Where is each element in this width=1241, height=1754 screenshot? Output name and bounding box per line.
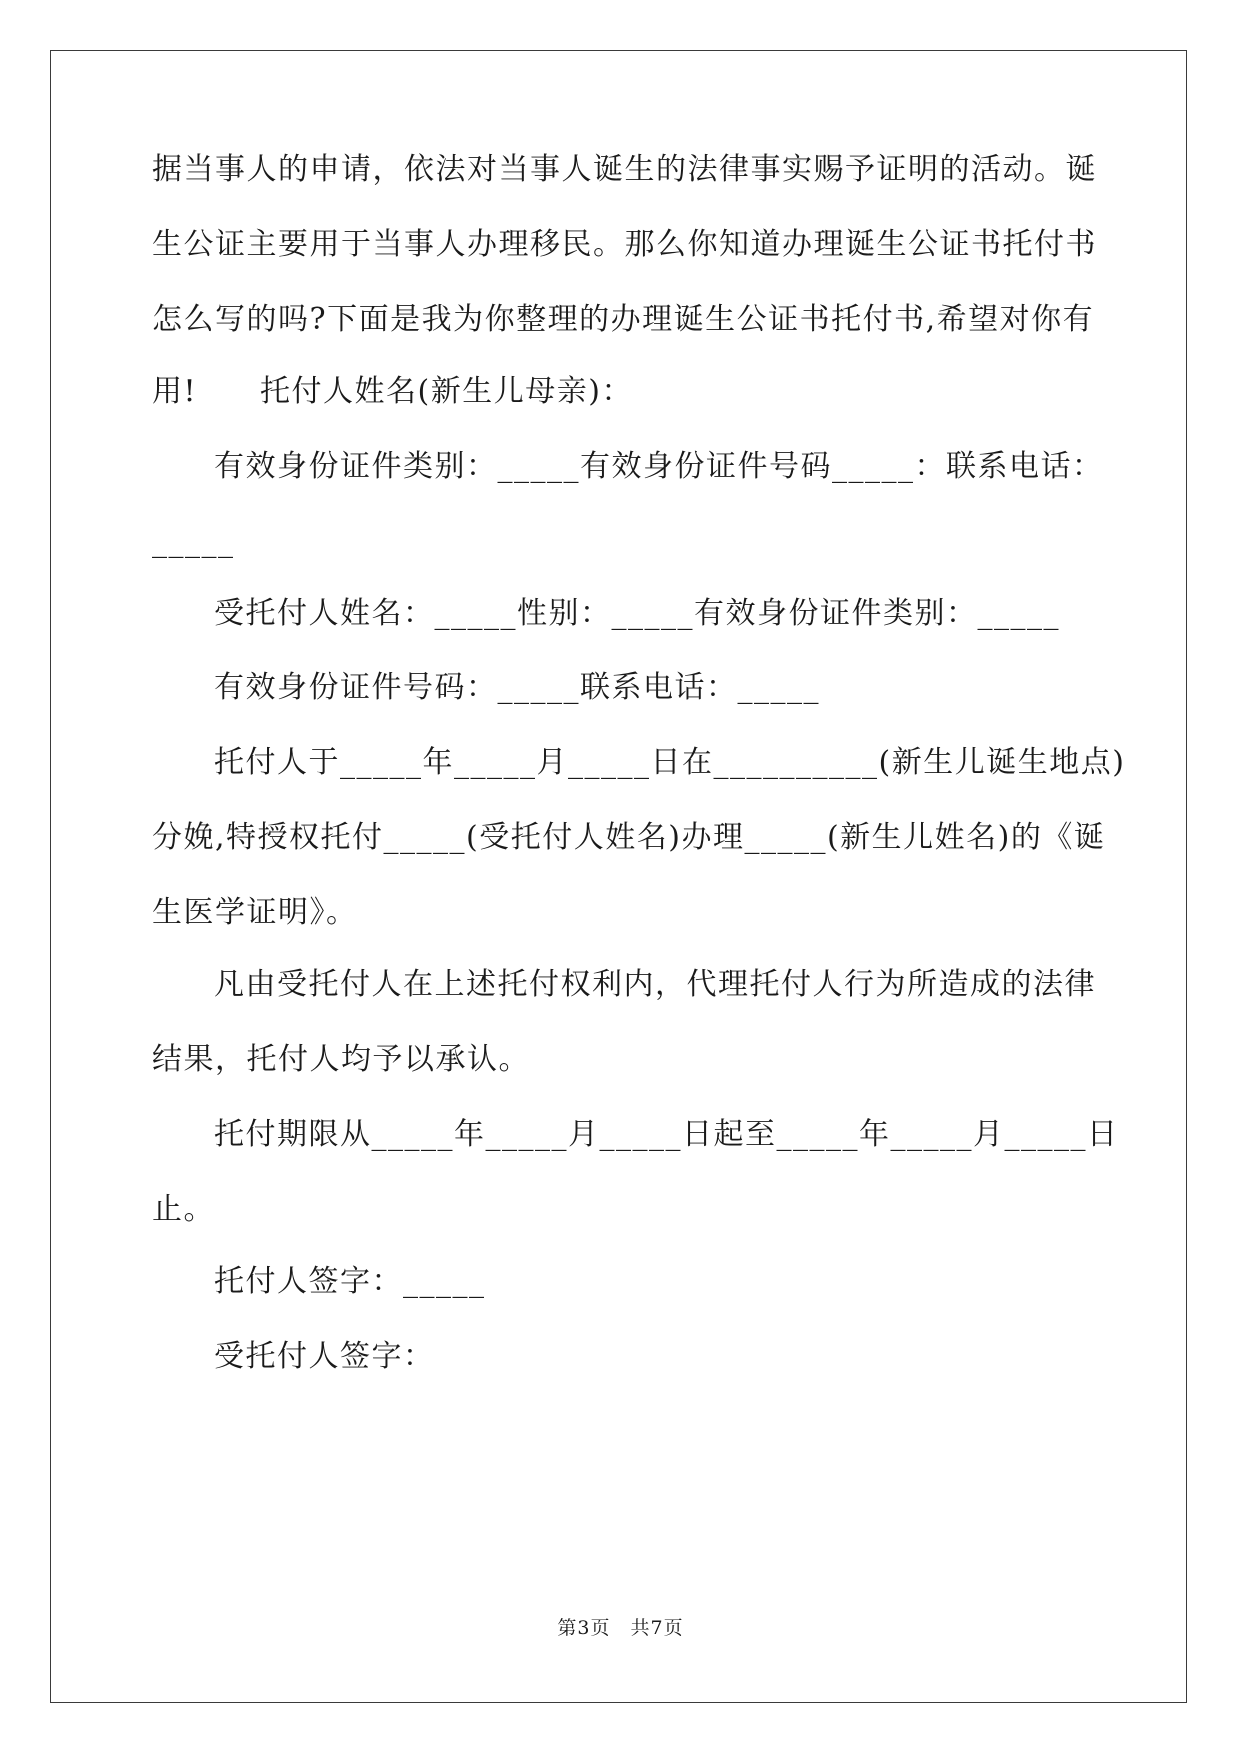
principal-signature-line: 托付人签字：_____ (214, 1264, 486, 1299)
page-number: 第3页 共7页 (557, 1617, 684, 1639)
agent-signature-line: 受托付人签字： (214, 1339, 435, 1374)
liability-line-1: 凡由受托付人在上述托付权利内，代理托付人行为所造成的法律 (214, 967, 1096, 1002)
birth-date-line: 托付人于_____年_____月_____日在__________(新生儿诞生地点) (214, 745, 1126, 780)
text-line-2: 生公证主要用于当事人办理移民。那么你知道办理诞生公证书托付书 (152, 227, 1097, 262)
text-line-3: 怎么写的吗?下面是我为你整理的办理诞生公证书托付书,希望对你有 (152, 302, 1095, 337)
text-line-4: 用! 托付人姓名(新生儿母亲)： (152, 374, 633, 409)
id-type-line: 有效身份证件类别：_____有效身份证件号码_____：联系电话： (214, 449, 1104, 484)
term-end-line: 止。 (152, 1192, 215, 1227)
certificate-line: 生医学证明》。 (152, 895, 358, 930)
text-line-1: 据当事人的申请，依法对当事人诞生的法律事实赐予证明的活动。诞 (152, 152, 1097, 187)
agent-id-line: 有效身份证件号码：_____联系电话：_____ (214, 670, 820, 705)
page-border (50, 50, 1187, 1703)
agent-name-line: 受托付人姓名：_____性别：_____有效身份证件类别：_____ (214, 596, 1060, 631)
phone-blank-line: _____ (152, 524, 235, 559)
term-line: 托付期限从_____年_____月_____日起至_____年_____月_____日 (214, 1117, 1119, 1152)
authorization-line: 分娩,特授权托付_____(受托付人姓名)办理_____(新生儿姓名)的《诞 (152, 820, 1106, 855)
liability-line-2: 结果，托付人均予以承认。 (152, 1042, 530, 1077)
